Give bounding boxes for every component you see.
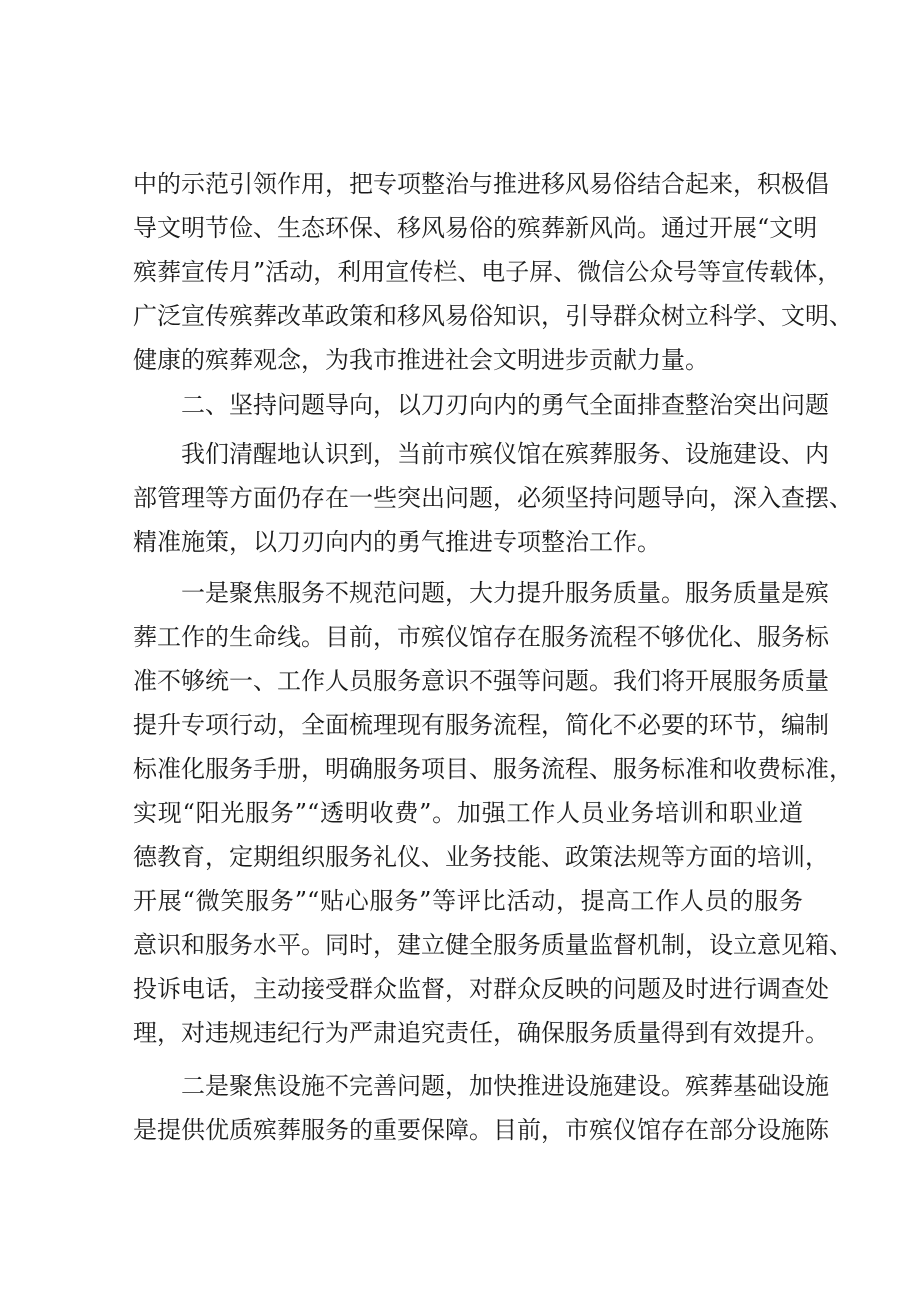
paragraph-continuation [133,162,853,382]
heading-text: 二、坚持问题导向，以刀刃向内的勇气全面排查整治突出问题 [181,391,829,419]
text-line: 一是聚焦服务不规范问题，大力提升服务质量。服务质量是殡 [181,579,829,607]
text-line: 部管理等方面仍存在一些突出问题，必须坚持问题导向，深入查摆、 [133,484,853,512]
text-line: 标准化服务手册，明确服务项目、服务流程、服务标准和收费标准， [133,755,853,783]
paragraph-intro [133,432,853,564]
text-line: 健康的殡葬观念，为我市推进社会文明进步贡献力量。 [133,346,709,374]
text-line: 我们清醒地认识到，当前市殡仪馆在殡葬服务、设施建设、内 [181,440,829,468]
text-line: 理，对违规违纪行为严肃追究责任，确保服务质量得到有效提升。 [133,1019,829,1047]
section-heading [133,383,829,427]
text-line: 意识和服务水平。同时，建立健全服务质量监督机制，设立意见箱、 [133,931,853,959]
text-line: 广泛宣传殡葬改革政策和移风易俗知识，引导群众树立科学、文明、 [133,302,853,330]
text-line: 中的示范引领作用，把专项整治与推进移风易俗结合起来，积极倡 [133,170,829,198]
text-line: 殡葬宣传月”活动，利用宣传栏、电子屏、微信公众号等宣传载体， [133,258,842,286]
text-line: 德教育，定期组织服务礼仪、业务技能、政策法规等方面的培训， [133,843,829,871]
text-line: 二是聚焦设施不完善问题，加快推进设施建设。殡葬基础设施 [181,1072,829,1100]
text-line: 开展“微笑服务”“贴心服务”等评比活动，提高工作人员的服务 [133,887,803,915]
text-line: 是提供优质殡葬服务的重要保障。目前，市殡仪馆存在部分设施陈 [133,1116,829,1144]
text-line: 提升专项行动，全面梳理现有服务流程，简化不必要的环节，编制 [133,711,829,739]
text-line: 投诉电话，主动接受群众监督，对群众反映的问题及时进行调查处 [133,975,829,1003]
text-line: 精准施策，以刀刃向内的勇气推进专项整治工作。 [133,528,661,556]
text-line: 实现“阳光服务”“透明收费”。加强工作人员业务培训和职业道 [133,799,803,827]
paragraph-facilities [133,1064,829,1152]
text-line: 准不够统一、工作人员服务意识不强等问题。我们将开展服务质量 [133,667,829,695]
text-line: 导文明节俭、生态环保、移风易俗的殡葬新风尚。通过开展“文明 [133,214,818,242]
paragraph-service [133,571,853,1055]
text-line: 葬工作的生命线。目前，市殡仪馆存在服务流程不够优化、服务标 [133,623,829,651]
